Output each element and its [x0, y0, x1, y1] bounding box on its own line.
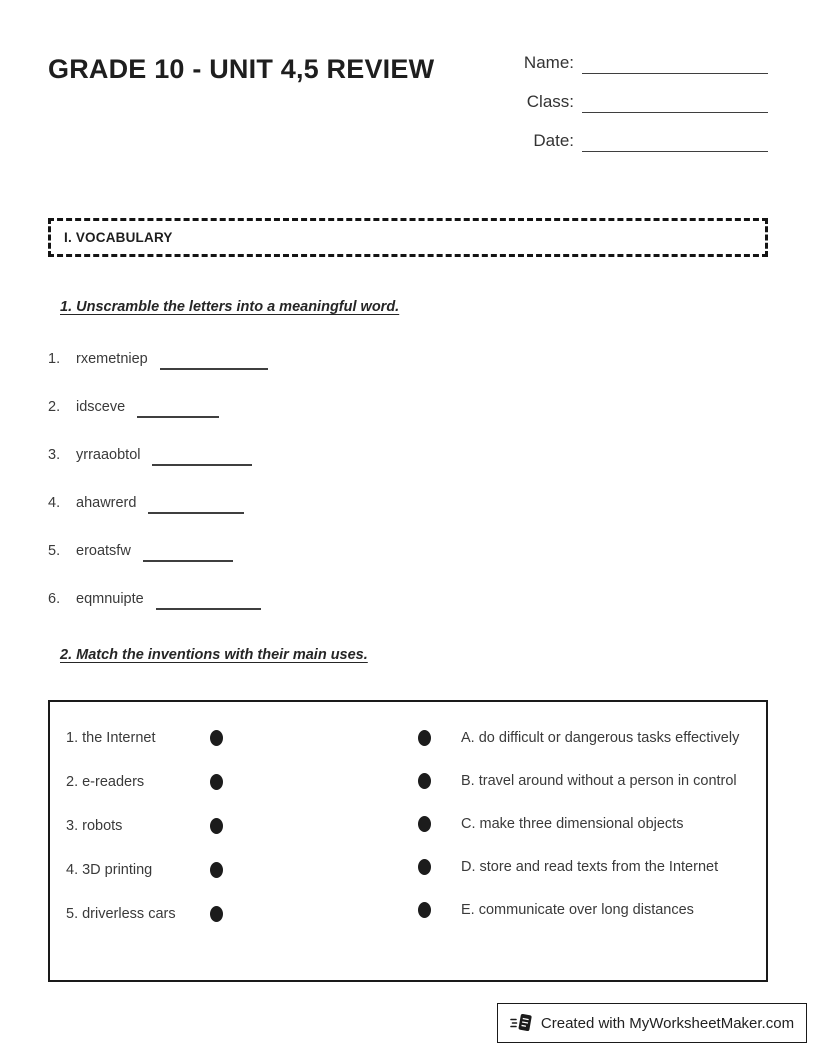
invention-label: 1. the Internet	[66, 730, 156, 746]
date-label: Date:	[533, 131, 574, 150]
unscramble-item	[48, 351, 768, 372]
exercise1-heading: 1. Unscramble the letters into a meaningful word.	[60, 299, 400, 315]
use-label: B. travel around without a person in control	[461, 773, 737, 789]
invention-row	[66, 860, 418, 881]
item-number: 3.	[48, 447, 61, 463]
item-number: 2.	[48, 399, 61, 415]
scrambled-word: ahawrerd	[76, 495, 137, 511]
use-row	[418, 771, 750, 792]
match-dot-icon	[210, 730, 223, 746]
exercise2-heading: 2. Match the inventions with their main uses.	[60, 647, 368, 663]
header	[48, 52, 768, 169]
answer-blank-line	[137, 402, 219, 418]
invention-row	[66, 904, 418, 925]
unscramble-item	[48, 399, 768, 420]
use-row	[418, 857, 750, 878]
scrambled-word: yrraaobtol	[76, 447, 141, 463]
match-dot-icon	[418, 902, 431, 918]
use-label: A. do difficult or dangerous tasks effectively	[461, 730, 740, 746]
use-row	[418, 900, 750, 921]
class-blank-line	[582, 93, 768, 113]
answer-blank-line	[160, 354, 268, 370]
answer-blank-line	[143, 546, 233, 562]
class-field-row	[512, 91, 768, 113]
credit-text: Created with MyWorksheetMaker.com	[540, 1014, 795, 1032]
unscramble-item	[48, 447, 768, 468]
invention-label: 5. driverless cars	[66, 906, 176, 922]
inventions-column	[66, 728, 418, 980]
match-dot-icon	[418, 730, 431, 746]
match-dot-icon	[210, 818, 223, 834]
invention-row	[66, 772, 418, 793]
unscramble-item	[48, 591, 768, 612]
invention-row	[66, 728, 418, 749]
match-dot-icon	[418, 773, 431, 789]
match-dot-icon	[418, 816, 431, 832]
name-label: Name:	[523, 53, 574, 72]
scrambled-word: eqmnuipte	[76, 591, 144, 607]
invention-label: 2. e-readers	[66, 774, 145, 790]
item-number: 1.	[48, 351, 61, 367]
uses-column	[418, 728, 750, 980]
use-label: C. make three dimensional objects	[461, 816, 684, 832]
invention-label: 3. robots	[66, 818, 123, 834]
scrambled-word: idsceve	[76, 399, 126, 415]
answer-blank-line	[148, 498, 244, 514]
item-number: 4.	[48, 495, 61, 511]
class-label: Class:	[526, 92, 574, 111]
page-title: GRADE 10 - UNIT 4,5 REVIEW	[48, 54, 435, 84]
date-field-row	[512, 130, 768, 152]
unscramble-list	[48, 351, 768, 612]
date-blank-line	[582, 132, 768, 152]
match-dot-icon	[418, 859, 431, 875]
unscramble-item	[48, 543, 768, 564]
item-number: 5.	[48, 543, 61, 559]
section-vocabulary-banner	[48, 218, 768, 257]
myworksheetmaker-logo-icon	[510, 1011, 534, 1035]
match-dot-icon	[210, 906, 223, 922]
name-field-row	[512, 52, 768, 74]
invention-label: 4. 3D printing	[66, 862, 153, 878]
match-dot-icon	[210, 774, 223, 790]
use-row	[418, 814, 750, 835]
student-id-fields	[512, 52, 768, 169]
item-number: 6.	[48, 591, 61, 607]
scrambled-word: rxemetniep	[76, 351, 148, 367]
use-row	[418, 728, 750, 749]
credit-box	[497, 1003, 807, 1043]
unscramble-item	[48, 495, 768, 516]
use-label: D. store and read texts from the Internet	[461, 859, 719, 875]
invention-row	[66, 816, 418, 837]
scrambled-word: eroatsfw	[76, 543, 131, 559]
answer-blank-line	[152, 450, 252, 466]
match-dot-icon	[210, 862, 223, 878]
use-label: E. communicate over long distances	[461, 902, 694, 918]
matching-exercise-box	[48, 700, 768, 982]
answer-blank-line	[156, 594, 261, 610]
section-vocabulary-heading: I. VOCABULARY	[64, 230, 173, 245]
name-blank-line	[582, 54, 768, 74]
